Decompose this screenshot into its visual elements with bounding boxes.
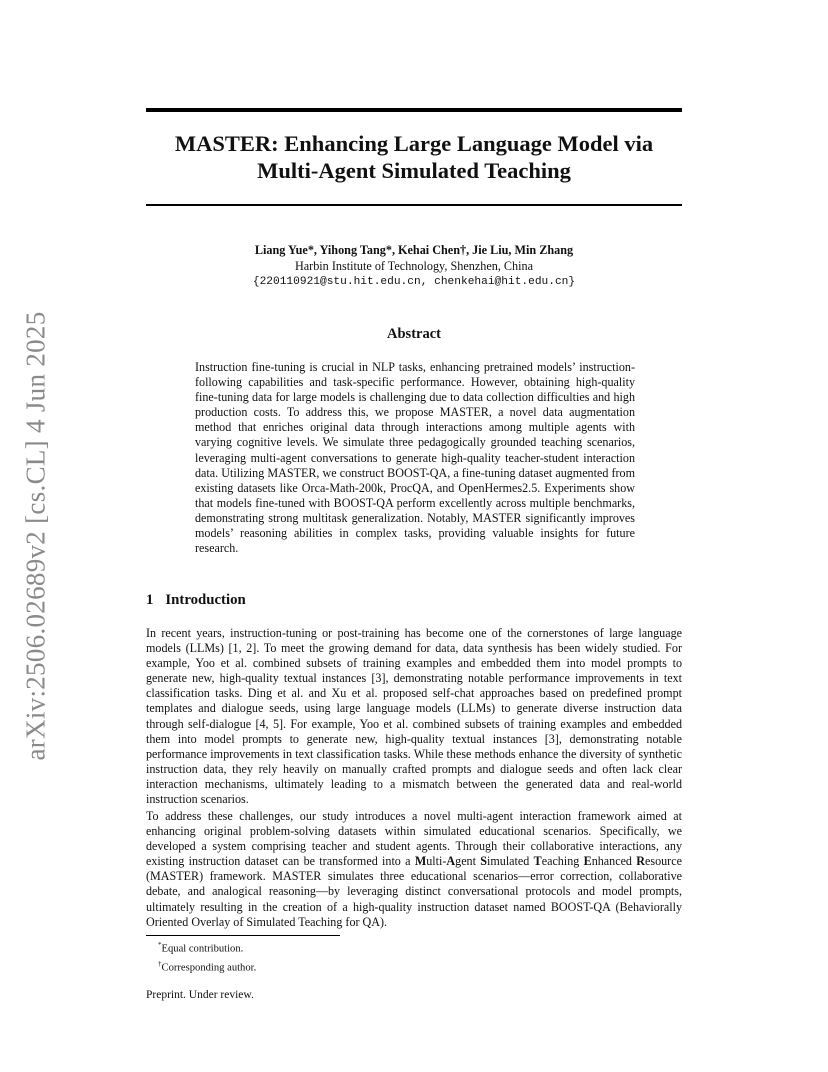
intro-paragraph-2 bbox=[146, 809, 682, 930]
footnote-corresponding-author bbox=[158, 957, 256, 976]
title-top-rule bbox=[146, 108, 682, 112]
abstract-heading: Abstract bbox=[387, 326, 441, 342]
footnote-mark: * bbox=[158, 941, 162, 949]
author-block bbox=[146, 242, 682, 290]
section-heading bbox=[146, 592, 246, 609]
footnote-mark: † bbox=[158, 959, 162, 968]
intro-paragraph-1: In recent years, instruction-tuning or post-training has become one of the cornerstones of large language models (LLMs) [1, 2]. To meet the growing demand for data, data synthesis has been widely studied. For example, Yoo et al. combined subsets of training examples and embedded them into model prompts to generate new, high-quality textual instances [3], demonstrating notable performance improvements in text classification tasks. Ding et al. and Xu et al. proposed self-chat approaches based on predefined prompt templates and dialogue seeds, using large language models (LLMs) to generate diverse instruction data through self-dialogue [4, 5]. For example, Yoo et al. combined subsets of training examples and embedded them into model prompts to generate new, high-quality textual instances [3], demonstrating notable performance improvements in text classification tasks. While these methods enhance the diversity of synthetic instruction data, they rely heavily on manually crafted prompts and dialogue seeds and often lack clear interaction mechanisms, ultimately leading to a mismatch between the generated data and real-world instruction scenarios. bbox=[146, 626, 682, 807]
footnote-equal-contribution bbox=[158, 938, 256, 957]
author-names: Liang Yue*, Yihong Tang*, Kehai Chen†, Jie Liu, Min Zhang bbox=[254, 243, 574, 257]
acronym-letter: S bbox=[480, 854, 487, 869]
paper-title bbox=[146, 130, 682, 184]
acronym-word-rest: nhanced bbox=[591, 854, 637, 869]
acronym-word-rest: ulti- bbox=[426, 854, 447, 869]
title-line-1: MASTER: Enhancing Large Language Model via bbox=[174, 131, 654, 156]
acronym-letter: E bbox=[583, 854, 592, 869]
footnote-rule bbox=[146, 935, 340, 936]
footnotes bbox=[158, 938, 256, 975]
acronym-word-rest: esource bbox=[645, 854, 682, 869]
master-acronym-expansion bbox=[415, 854, 682, 868]
author-emails: {220110921@stu.hit.edu.cn, chenkehai@hit.edu.cn} bbox=[252, 276, 576, 288]
acronym-word-rest: imulated bbox=[487, 854, 534, 869]
section-title: Introduction bbox=[165, 592, 246, 608]
footnote-text: Corresponding author. bbox=[161, 962, 257, 974]
acronym-word-rest: eaching bbox=[541, 854, 584, 869]
acronym-word-rest: gent bbox=[455, 854, 481, 869]
paragraph-2-lead: To address these challenges, our study introduces a novel multi-agent interaction framework aimed at enhancing original problem-solving datasets within simulated educational scenarios. Specifically, we developed a system comprising teacher and student agents. Through their collaborative interactions, any existing instruction dataset can be transformed into a bbox=[146, 809, 682, 869]
title-line-2: Multi-Agent Simulated Teaching bbox=[257, 158, 571, 183]
arxiv-identifier: arXiv:2506.02689v2 [cs.CL] 4 Jun 2025 bbox=[20, 311, 51, 761]
paragraph-2-rest: (MASTER) framework. MASTER simulates three educational scenarios—error correction, collaborative debate, and analogical reasoning—by leveraging distinct conversational protocols and model prompts, ultimately resulting in the creation of a high-quality instruction dataset named BOOST-QA (Behaviorally Oriented Overlay of Simulated Teaching for QA). bbox=[146, 869, 682, 929]
acronym-letter: R bbox=[636, 854, 646, 869]
acronym-letter: A bbox=[446, 854, 456, 869]
title-bottom-rule bbox=[146, 204, 682, 206]
acronym-letter: M bbox=[414, 854, 427, 869]
section-number: 1 bbox=[146, 592, 154, 608]
abstract-body: Instruction fine-tuning is crucial in NLP tasks, enhancing pretrained models’ instruction-following capabilities and task-specific performance. However, obtaining high-quality fine-tuning data for large models is challenging due to data collection difficulties and high production costs. To address this, we propose MASTER, a novel data augmentation method that enriches original data through interactions among multiple agents with varying cognitive levels. We simulate three pedagogically grounded teaching scenarios, leveraging multi-agent conversations to generate high-quality teacher-student interaction data. Utilizing MASTER, we construct BOOST-QA, a fine-tuning dataset augmented from existing datasets like Orca-Math-200k, ProcQA, and OpenHermes2.5. Experiments show that models fine-tuned with BOOST-QA perform excellently across multiple benchmarks, demonstrating strong multitask generalization. Notably, MASTER significantly improves models’ reasoning abilities in complex tasks, providing valuable insights for future research. bbox=[195, 360, 635, 556]
footnote-text: Equal contribution. bbox=[161, 943, 244, 955]
preprint-notice: Preprint. Under review. bbox=[146, 989, 254, 1001]
author-affiliation: Harbin Institute of Technology, Shenzhen, China bbox=[294, 259, 534, 273]
acronym-letter: T bbox=[533, 854, 542, 869]
